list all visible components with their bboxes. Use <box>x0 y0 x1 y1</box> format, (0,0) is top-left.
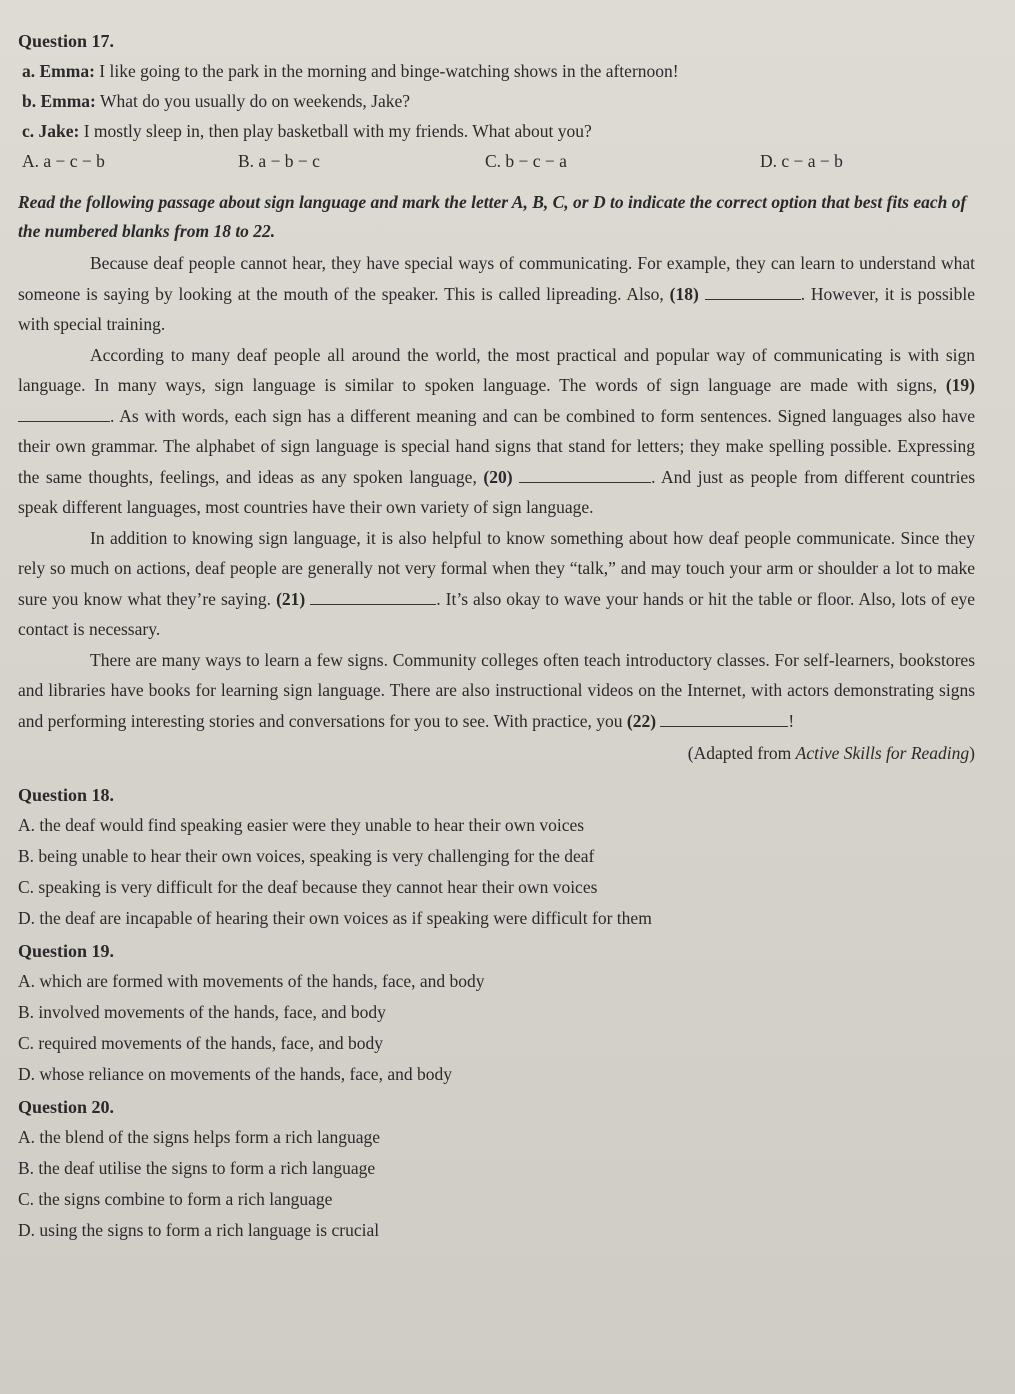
dialogue-line-a: a. Emma: I like going to the park in the morning and binge-watching shows in the afternoon! <box>22 61 679 81</box>
q19-option-d[interactable]: D. whose reliance on movements of the hands, face, and body <box>18 1064 452 1084</box>
dialogue-line-c: c. Jake: I mostly sleep in, then play basketball with my friends. What about you? <box>22 121 592 141</box>
q20-option-b[interactable]: B. the deaf utilise the signs to form a rich language <box>18 1158 376 1178</box>
q18-option-d[interactable]: D. the deaf are incapable of hearing their own voices as if speaking were difficult for them <box>18 908 652 928</box>
passage-source: (Adapted from Active Skills for Reading) <box>687 743 975 763</box>
reading-passage <box>18 248 975 768</box>
blank-20[interactable] <box>519 466 651 483</box>
question-20-heading: Question 20. <box>18 1097 115 1117</box>
question-19 <box>18 936 975 1090</box>
blank-22-number: (22) <box>626 710 657 731</box>
passage-instruction: Read the following passage about sign language and mark the letter A, B, C, or D to indicate the correct option that best fits each of the numbered blanks from 18 to 22. <box>18 192 967 241</box>
blank-19[interactable] <box>18 405 110 422</box>
question-17-options <box>18 146 975 176</box>
blank-18[interactable] <box>705 283 801 300</box>
q19-option-c[interactable]: C. required movements of the hands, face, and body <box>18 1033 383 1053</box>
q20-option-c[interactable]: C. the signs combine to form a rich language <box>18 1189 333 1209</box>
passage-paragraph-3: In addition to knowing sign language, it is also helpful to know something about how deaf people communicate. Since they rely so much on actions, deaf people are generally not very formal when they “talk,” and may touch your arm or shoulder a lot to make sure you know what they’re saying. (21) . It’s also okay to wave your hands or hit the table or floor. Also, lots of eye contact is necessary. <box>18 527 976 639</box>
question-18-heading: Question 18. <box>18 785 115 805</box>
question-20 <box>18 1092 975 1246</box>
blank-19-number: (19) <box>945 375 975 395</box>
q18-option-c[interactable]: C. speaking is very difficult for the deaf because they cannot hear their own voices <box>18 877 598 897</box>
passage-paragraph-2: According to many deaf people all around the world, the most practical and popular way of communicating is with sign language. In many ways, sign language is similar to spoken language. The words of sign language are made with signs, (19) . As with words, each sign has a different meaning and can be combined to form sentences. Signed languages also have their own grammar. The alphabet of sign language is special hand signs that stand for letters; they make spelling possible. Expressing the same thoughts, feelings, and ideas as any spoken language, (20) . And just as people from different countries speak different languages, most countries have their own variety of sign language. <box>18 344 976 517</box>
q17-option-d[interactable]: D. c − a − b <box>760 151 843 171</box>
q19-option-b[interactable]: B. involved movements of the hands, face, and body <box>18 1002 386 1022</box>
blank-18-number: (18) <box>669 283 699 304</box>
q20-option-a[interactable]: A. the blend of the signs helps form a rich language <box>18 1127 381 1147</box>
question-18 <box>18 780 975 934</box>
question-17 <box>18 26 975 176</box>
blank-21-number: (21) <box>276 588 306 609</box>
q19-option-a[interactable]: A. which are formed with movements of the hands, face, and body <box>18 971 485 991</box>
source-title: Active Skills for Reading <box>795 743 970 763</box>
question-17-heading: Question 17. <box>18 31 115 51</box>
passage-paragraph-4: There are many ways to learn a few signs. Community colleges often teach introductory classes. For self-learners, bookstores and libraries have books for learning sign language. There are also instructional videos on the Internet, with actors demonstrating signs and performing interesting stories and conversations for you to see. With practice, you (22) ! <box>18 649 975 731</box>
q18-option-a[interactable]: A. the deaf would find speaking easier were they unable to hear their own voices <box>18 815 585 835</box>
blank-22[interactable] <box>660 710 788 727</box>
blank-21[interactable] <box>310 588 436 605</box>
blank-20-number: (20) <box>483 466 513 487</box>
dialogue-line-b: b. Emma: What do you usually do on weekends, Jake? <box>22 91 411 111</box>
q17-option-b[interactable]: B. a − b − c <box>238 151 320 171</box>
q18-option-b[interactable]: B. being unable to hear their own voices, speaking is very challenging for the deaf <box>18 846 595 866</box>
question-19-heading: Question 19. <box>18 941 115 961</box>
q17-option-a[interactable]: A. a − c − b <box>22 151 105 171</box>
q17-option-c[interactable]: C. b − c − a <box>485 151 567 171</box>
q20-option-d[interactable]: D. using the signs to form a rich language is crucial <box>18 1220 380 1240</box>
passage-paragraph-1: Because deaf people cannot hear, they have special ways of communicating. For example, they can learn to understand what someone is saying by looking at the mouth of the speaker. This is called lipreading. Also, (18) . However, it is possible with special training. <box>18 253 976 334</box>
